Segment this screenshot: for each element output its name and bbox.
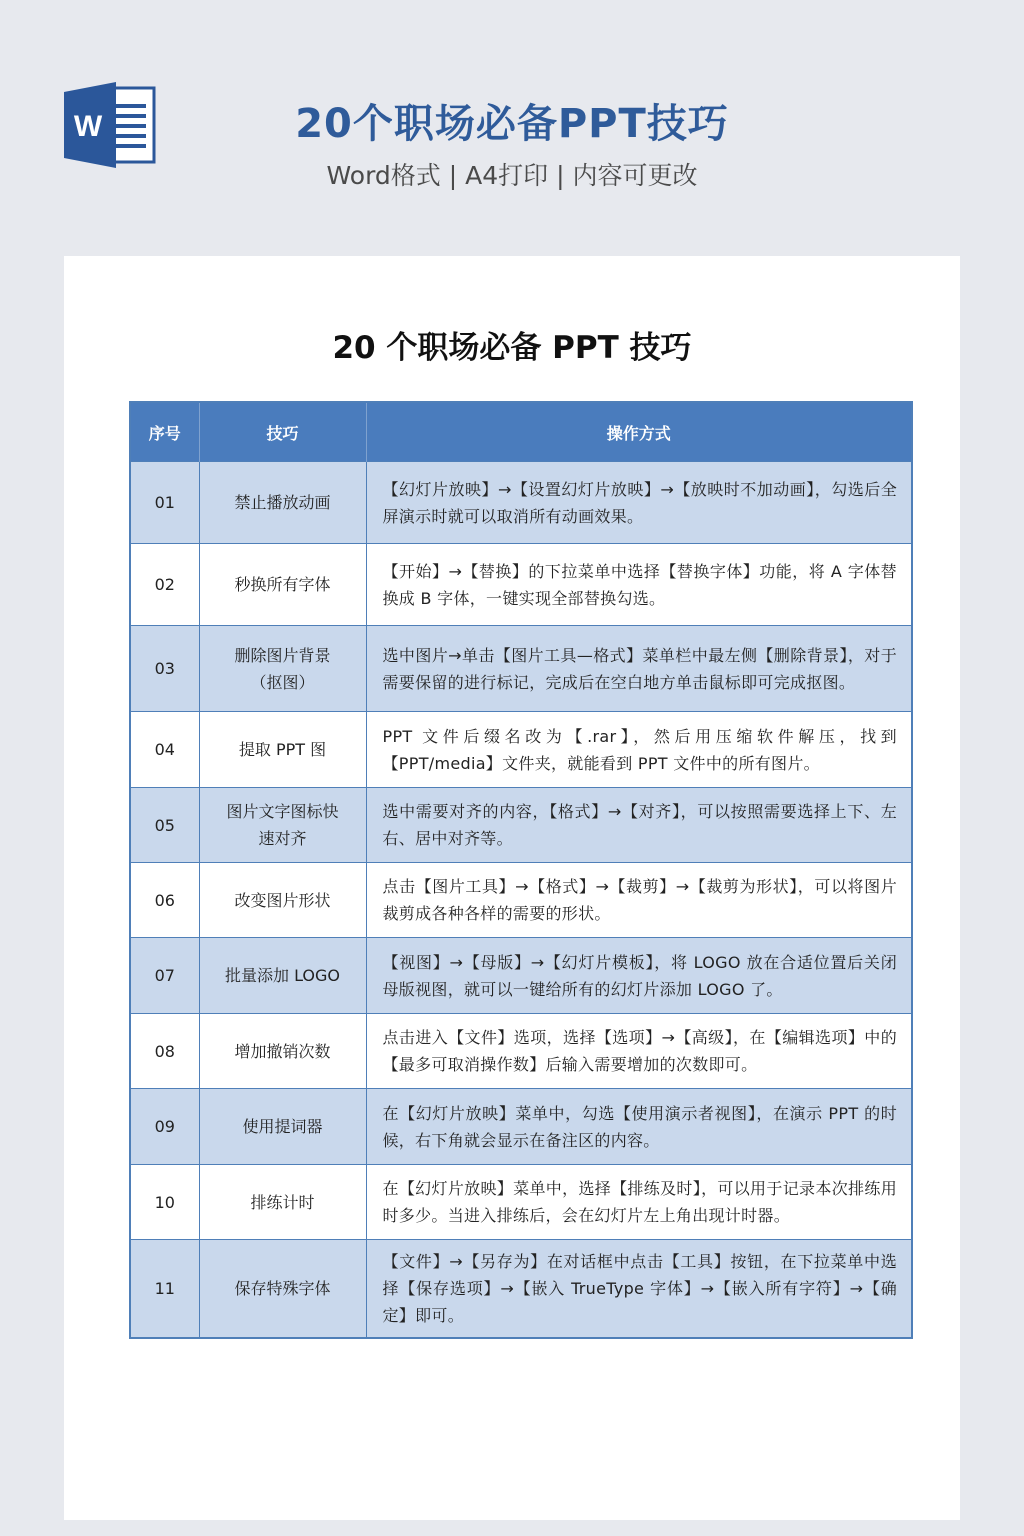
banner-subtitle: Word格式 | A4打印 | 内容可更改 bbox=[326, 161, 698, 190]
header-tip: 技巧 bbox=[199, 402, 366, 462]
banner-title: 20个职场必备PPT技巧 bbox=[295, 101, 729, 147]
row-tip: 秒换所有字体 bbox=[199, 544, 366, 626]
row-number: 08 bbox=[130, 1014, 199, 1089]
row-number: 04 bbox=[130, 712, 199, 788]
table-row bbox=[130, 1089, 912, 1165]
tips-table bbox=[129, 401, 913, 1339]
row-tip: 增加撤销次数 bbox=[199, 1014, 366, 1089]
word-logo-letter: W bbox=[73, 110, 103, 143]
table-row bbox=[130, 938, 912, 1014]
row-tip: 排练计时 bbox=[199, 1165, 366, 1240]
row-tip: 保存特殊字体 bbox=[199, 1240, 366, 1338]
row-number: 02 bbox=[130, 544, 199, 626]
header-number: 序号 bbox=[130, 402, 199, 462]
row-tip: 改变图片形状 bbox=[199, 863, 366, 938]
table-row bbox=[130, 1014, 912, 1089]
table-row bbox=[130, 863, 912, 938]
row-method: 选中需要对齐的内容，【格式】→【对齐】，可以按照需要选择上下、左右、居中对齐等。 bbox=[366, 788, 912, 863]
row-number: 07 bbox=[130, 938, 199, 1014]
table-row bbox=[130, 1240, 912, 1338]
table-row bbox=[130, 1165, 912, 1240]
row-tip: 使用提词器 bbox=[199, 1089, 366, 1165]
row-number: 05 bbox=[130, 788, 199, 863]
row-method: 在【幻灯片放映】菜单中，选择【排练及时】，可以用于记录本次排练用时多少。当进入排练后，会在幻灯片左上角出现计时器。 bbox=[366, 1165, 912, 1240]
header-banner bbox=[0, 0, 1024, 240]
row-number: 01 bbox=[130, 462, 199, 544]
row-method: 点击【图片工具】→【格式】→【裁剪】→【裁剪为形状】，可以将图片裁剪成各种各样的需要的形状。 bbox=[366, 863, 912, 938]
table-row bbox=[130, 712, 912, 788]
row-method: 点击进入【文件】选项，选择【选项】→【高级】，在【编辑选项】中的【最多可取消操作数】后输入需要增加的次数即可。 bbox=[366, 1014, 912, 1089]
table-row bbox=[130, 544, 912, 626]
row-tip: 图片文字图标快速对齐 bbox=[199, 788, 366, 863]
row-number: 10 bbox=[130, 1165, 199, 1240]
header-method: 操作方式 bbox=[366, 402, 912, 462]
table-row bbox=[130, 462, 912, 544]
row-number: 03 bbox=[130, 626, 199, 712]
row-tip: 提取 PPT 图 bbox=[199, 712, 366, 788]
table-header-row bbox=[130, 402, 912, 462]
row-method: 【文件】→【另存为】在对话框中点击【工具】按钮，在下拉菜单中选择【保存选项】→【嵌入 TrueType 字体】→【嵌入所有字符】→【确定】即可。 bbox=[366, 1240, 912, 1338]
row-method: 【视图】→【母版】→【幻灯片模板】，将 LOGO 放在合适位置后关闭母版视图，就可以一键给所有的幻灯片添加 LOGO 了。 bbox=[366, 938, 912, 1014]
table-row bbox=[130, 626, 912, 712]
row-number: 11 bbox=[130, 1240, 199, 1338]
row-number: 09 bbox=[130, 1089, 199, 1165]
row-method: 选中图片→单击【图片工具—格式】菜单栏中最左侧【删除背景】，对于需要保留的进行标记，完成后在空白地方单击鼠标即可完成抠图。 bbox=[366, 626, 912, 712]
row-tip: 批量添加 LOGO bbox=[199, 938, 366, 1014]
row-tip: 禁止播放动画 bbox=[199, 462, 366, 544]
row-method: PPT 文件后缀名改为【.rar】，然后用压缩软件解压，找到【PPT/media】文件夹，就能看到 PPT 文件中的所有图片。 bbox=[366, 712, 912, 788]
row-method: 在【幻灯片放映】菜单中，勾选【使用演示者视图】，在演示 PPT 的时候，右下角就会显示在备注区的内容。 bbox=[366, 1089, 912, 1165]
row-tip: 删除图片背景（抠图） bbox=[199, 626, 366, 712]
document-title: 20 个职场必备 PPT 技巧 bbox=[332, 330, 692, 366]
row-method: 【幻灯片放映】→【设置幻灯片放映】→【放映时不加动画】，勾选后全屏演示时就可以取消所有动画效果。 bbox=[366, 462, 912, 544]
row-number: 06 bbox=[130, 863, 199, 938]
row-method: 【开始】→【替换】的下拉菜单中选择【替换字体】功能，将 A 字体替换成 B 字体，一键实现全部替换勾选。 bbox=[366, 544, 912, 626]
table-row bbox=[130, 788, 912, 863]
